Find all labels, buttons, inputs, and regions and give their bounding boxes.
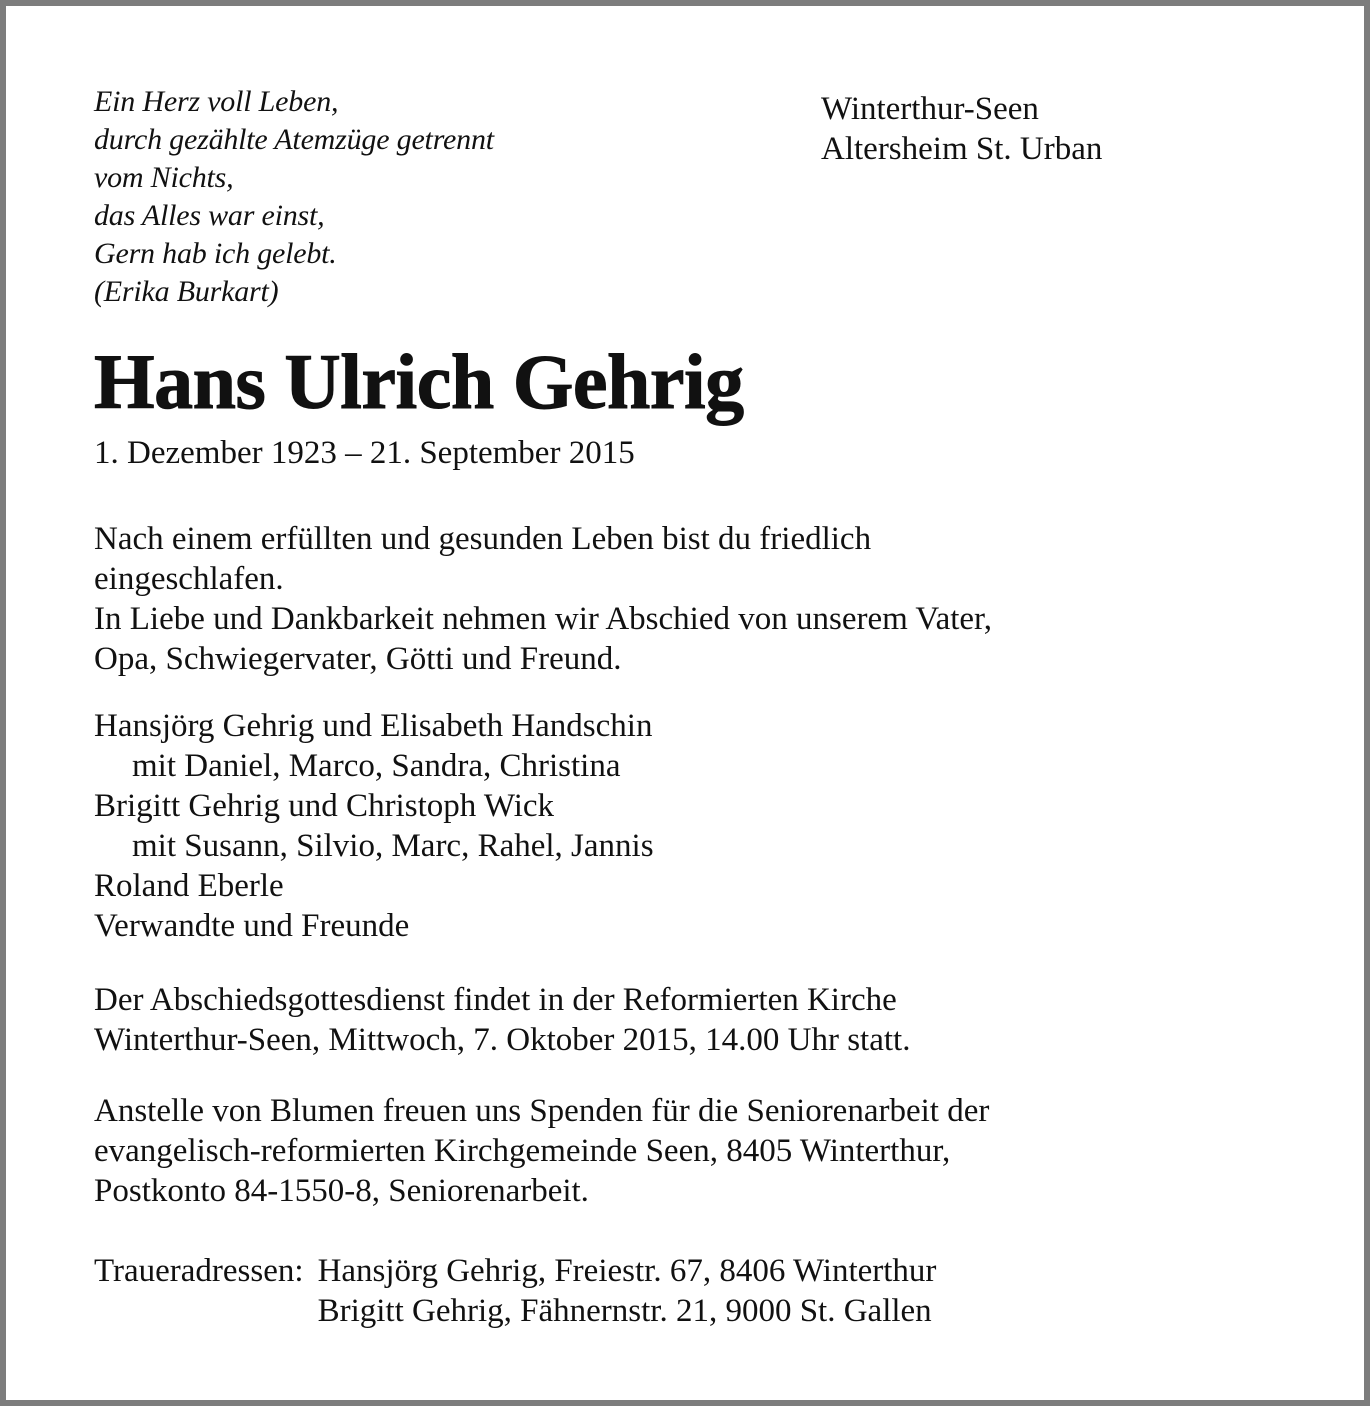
address-line: Brigitt Gehrig, Fähnernstr. 21, 9000 St. Gallen — [317, 1293, 932, 1329]
poem-line: Gern hab ich gelebt. — [94, 237, 337, 270]
donations-note — [94, 1091, 1276, 1211]
deceased-name: Hans Ulrich Gehrig — [94, 338, 744, 425]
address-line: Hansjörg Gehrig, Freiestr. 67, 8406 Winterthur — [317, 1253, 937, 1289]
addresses-list — [318, 1251, 937, 1331]
poem-epigraph — [94, 83, 821, 311]
mourner-line-children: mit Daniel, Marco, Sandra, Christina — [132, 748, 621, 784]
poem-author: (Erika Burkart) — [94, 275, 279, 308]
service-line: Der Abschiedsgottesdienst findet in der Reformierten Kirche — [94, 982, 897, 1018]
obituary-line: Nach einem erfüllten und gesunden Leben bist du friedlich — [94, 521, 872, 557]
mourner-line-children: mit Susann, Silvio, Marc, Rahel, Jannis — [132, 828, 654, 864]
life-dates: 1. Dezember 1923 – 21. September 2015 — [94, 435, 635, 471]
page-header — [94, 83, 1276, 311]
mourner-line: Roland Eberle — [94, 868, 284, 904]
addresses-label: Traueradressen: — [94, 1253, 304, 1289]
mourner-line: Hansjörg Gehrig und Elisabeth Handschin — [94, 708, 653, 744]
poem-line: vom Nichts, — [94, 161, 234, 194]
mourners-list — [94, 706, 1276, 946]
service-announcement — [94, 980, 1276, 1060]
institution-block — [821, 83, 1276, 169]
poem-line: Ein Herz voll Leben, — [94, 85, 339, 118]
mourning-addresses — [94, 1251, 1276, 1331]
mourner-line: Verwandte und Freunde — [94, 908, 410, 944]
donations-line: evangelisch-reformierten Kirchgemeinde Seen, 8405 Winterthur, — [94, 1133, 951, 1169]
donations-line: Anstelle von Blumen freuen uns Spenden für die Seniorenarbeit der — [94, 1093, 990, 1129]
obituary-line: eingeschlafen. — [94, 561, 284, 597]
poem-line: das Alles war einst, — [94, 199, 325, 232]
institution-line: Winterthur-Seen — [821, 91, 1039, 127]
donations-line: Postkonto 84-1550-8, Seniorenarbeit. — [94, 1173, 589, 1209]
obituary-line: In Liebe und Dankbarkeit nehmen wir Abschied von unserem Vater, — [94, 601, 992, 637]
poem-line: durch gezählte Atemzüge getrennt — [94, 123, 494, 156]
obituary-line: Opa, Schwiegervater, Götti und Freund. — [94, 641, 622, 677]
service-line: Winterthur-Seen, Mittwoch, 7. Oktober 2015, 14.00 Uhr statt. — [94, 1022, 911, 1058]
obituary-text — [94, 519, 1276, 679]
mourner-line: Brigitt Gehrig und Christoph Wick — [94, 788, 555, 824]
institution-line: Altersheim St. Urban — [821, 131, 1103, 167]
